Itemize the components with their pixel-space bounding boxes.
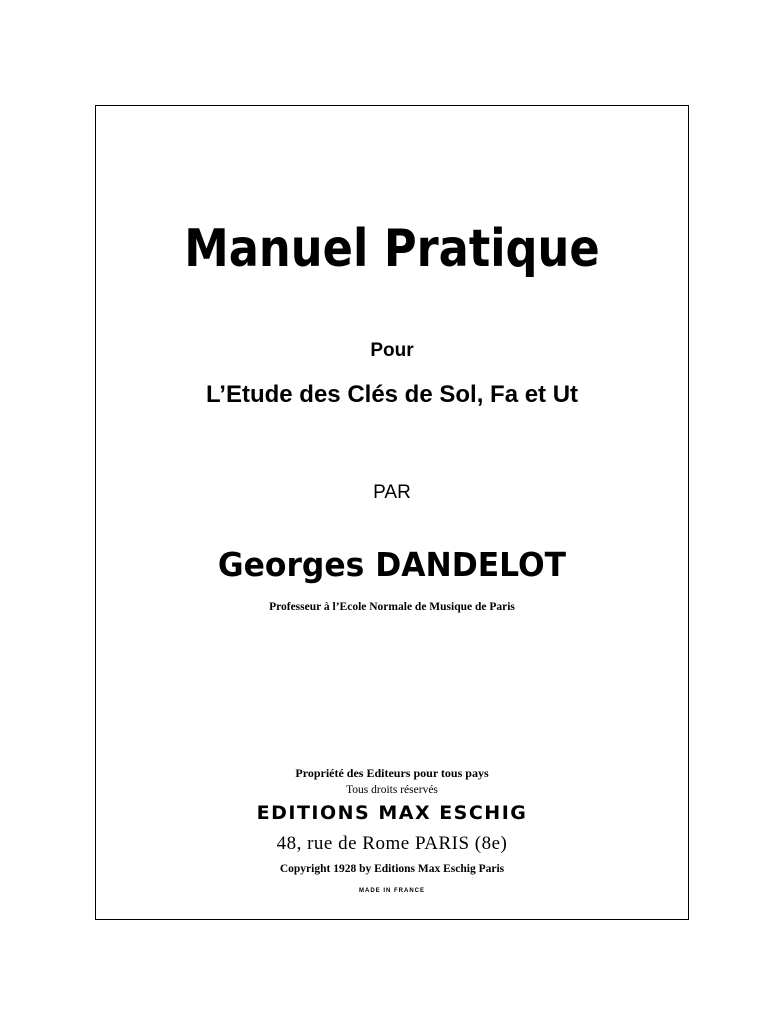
copyright-notice: Copyright 1928 by Editions Max Eschig Paris (279, 863, 505, 875)
book-subtitle: L’Etude des Clés de Sol, Fa et Ut (205, 381, 579, 408)
rights-notice: Propriété des Editeurs pour tous pays (295, 766, 489, 780)
title-page-frame (95, 105, 689, 920)
author-credentials: Professeur à l’Ecole Normale de Musique de Paris (269, 601, 515, 613)
made-in-label: MADE IN FRANCE (359, 888, 425, 894)
publisher-address: 48, rue de Rome PARIS (8e) (276, 833, 508, 854)
subtitle-prefix: Pour (370, 340, 414, 361)
book-title: Manuel Pratique (184, 219, 600, 279)
by-label: PAR (373, 482, 411, 503)
rights-reserved: Tous droits réservés (346, 784, 438, 796)
author-name: Georges DANDELOT (217, 545, 567, 584)
publisher-name: EDITIONS MAX ESCHIG (256, 802, 528, 824)
